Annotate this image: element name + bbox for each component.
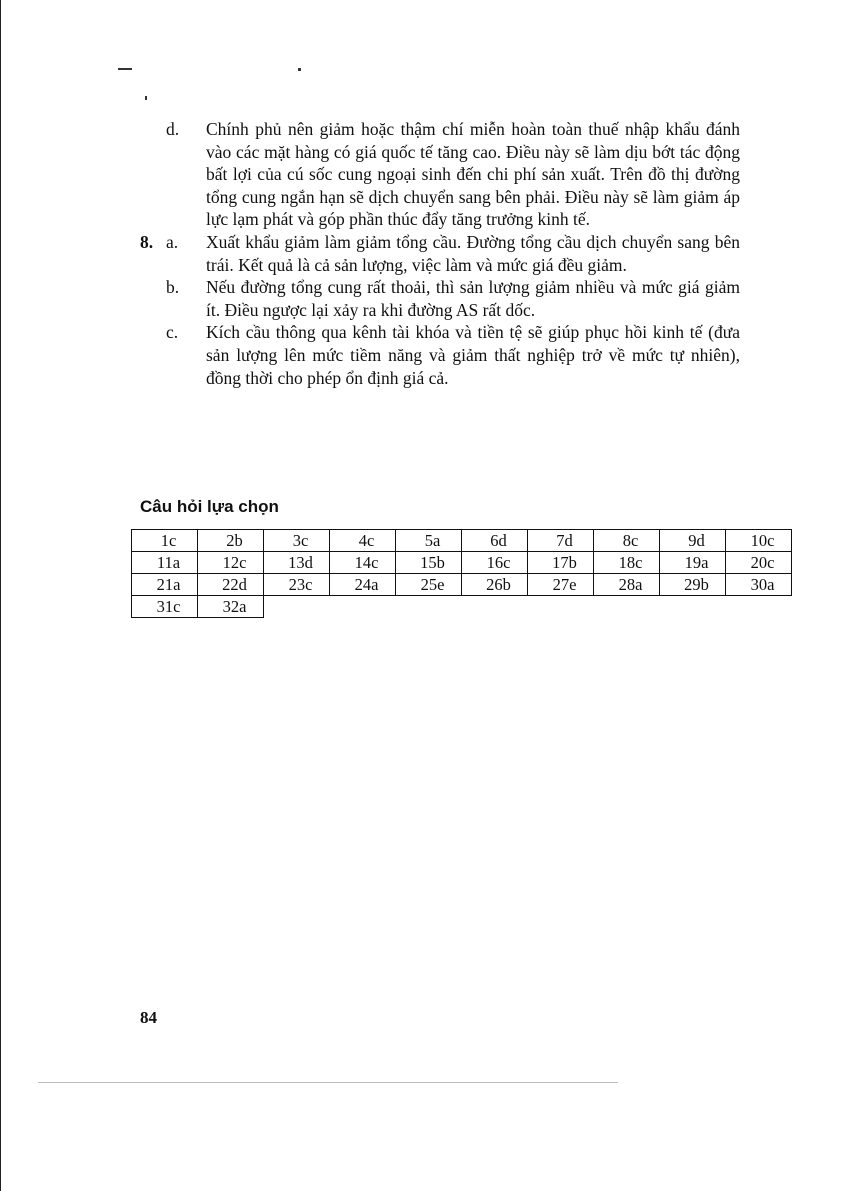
page-edge	[0, 0, 1, 1191]
answer-cell: 25e	[396, 574, 462, 596]
answer-cell: 5a	[396, 530, 462, 552]
empty-cell	[264, 596, 330, 618]
answer-cell: 8c	[594, 530, 660, 552]
footer-rule	[38, 1082, 618, 1083]
scan-speck	[145, 96, 147, 100]
scan-speck	[118, 68, 132, 70]
answer-cell: 29b	[660, 574, 726, 596]
answer-cell: 23c	[264, 574, 330, 596]
item-text: Nếu đường tổng cung rất thoải, thì sản lượng giảm nhiều và mức giá giảm ít. Điều ngược lại xảy ra khi đường AS rất dốc.	[206, 277, 740, 320]
answer-cell: 17b	[528, 552, 594, 574]
item-8b	[140, 276, 740, 321]
answer-cell: 22d	[198, 574, 264, 596]
answer-cell: 19a	[660, 552, 726, 574]
answer-cell: 9d	[660, 530, 726, 552]
answer-key-table	[131, 529, 792, 618]
item-8a	[140, 231, 740, 276]
answer-cell: 30a	[726, 574, 792, 596]
item-text: Chính phủ nên giảm hoặc thậm chí miễn hoàn toàn thuế nhập khẩu đánh vào các mặt hàng có giá quốc tế tăng cao. Điều này sẽ làm dịu bớt tác động bất lợi của cú sốc cung ngoại sinh đến chi phí sản xuất. Trên đồ thị đường tổng cung ngắn hạn sẽ dịch chuyển sang bên phải. Điều này sẽ làm giảm áp lực lạm phát và góp phần thúc đẩy tăng trưởng kinh tế.	[206, 119, 740, 230]
answer-cell: 1c	[132, 530, 198, 552]
empty-cell	[660, 596, 726, 618]
empty-cell	[396, 596, 462, 618]
page-number: 84	[140, 1008, 157, 1027]
answer-cell: 13d	[264, 552, 330, 574]
empty-cell	[594, 596, 660, 618]
answer-cell: 7d	[528, 530, 594, 552]
item-text: Xuất khẩu giảm làm giảm tổng cầu. Đường tổng cầu dịch chuyển sang bên trái. Kết quả là cả sản lượng, việc làm và mức giá đều giảm.	[206, 231, 740, 275]
item-letter: b.	[166, 277, 180, 298]
answer-cell: 28a	[594, 574, 660, 596]
table-row	[132, 574, 792, 596]
answer-cell: 21a	[132, 574, 198, 596]
table-row	[132, 596, 792, 618]
section-title: Câu hỏi lựa chọn	[140, 497, 279, 516]
item-number: 8.	[140, 231, 154, 252]
answer-cell: 15b	[396, 552, 462, 574]
item-letter: c.	[166, 322, 179, 343]
answer-cell: 12c	[198, 552, 264, 574]
answer-cell: 18c	[594, 552, 660, 574]
item-8c	[140, 321, 740, 389]
empty-cell	[528, 596, 594, 618]
item-text: Kích cầu thông qua kênh tài khóa và tiền tệ sẽ giúp phục hồi kinh tế (đưa sản lượng lên mức tiềm năng và giảm thất nghiệp trở về mức tự nhiên), đồng thời cho phép ổn định giá cả.	[206, 322, 740, 388]
answer-cell: 10c	[726, 530, 792, 552]
table-row	[132, 552, 792, 574]
answer-cell: 6d	[462, 530, 528, 552]
answer-explanations	[140, 118, 740, 389]
scan-speck	[298, 68, 301, 71]
item-letter: d.	[166, 119, 180, 139]
answer-cell: 16c	[462, 552, 528, 574]
answer-cell: 2b	[198, 530, 264, 552]
answer-cell: 27e	[528, 574, 594, 596]
answer-cell: 20c	[726, 552, 792, 574]
answer-cell: 26b	[462, 574, 528, 596]
empty-cell	[330, 596, 396, 618]
empty-cell	[462, 596, 528, 618]
answer-cell: 14c	[330, 552, 396, 574]
item-d	[140, 118, 740, 231]
item-letter: a.	[166, 231, 179, 252]
answer-cell: 3c	[264, 530, 330, 552]
answer-cell: 11a	[132, 552, 198, 574]
table-row	[132, 530, 792, 552]
answer-cell: 31c	[132, 596, 198, 618]
answer-cell: 4c	[330, 530, 396, 552]
answer-cell: 32a	[198, 596, 264, 618]
empty-cell	[726, 596, 792, 618]
answer-cell: 24a	[330, 574, 396, 596]
